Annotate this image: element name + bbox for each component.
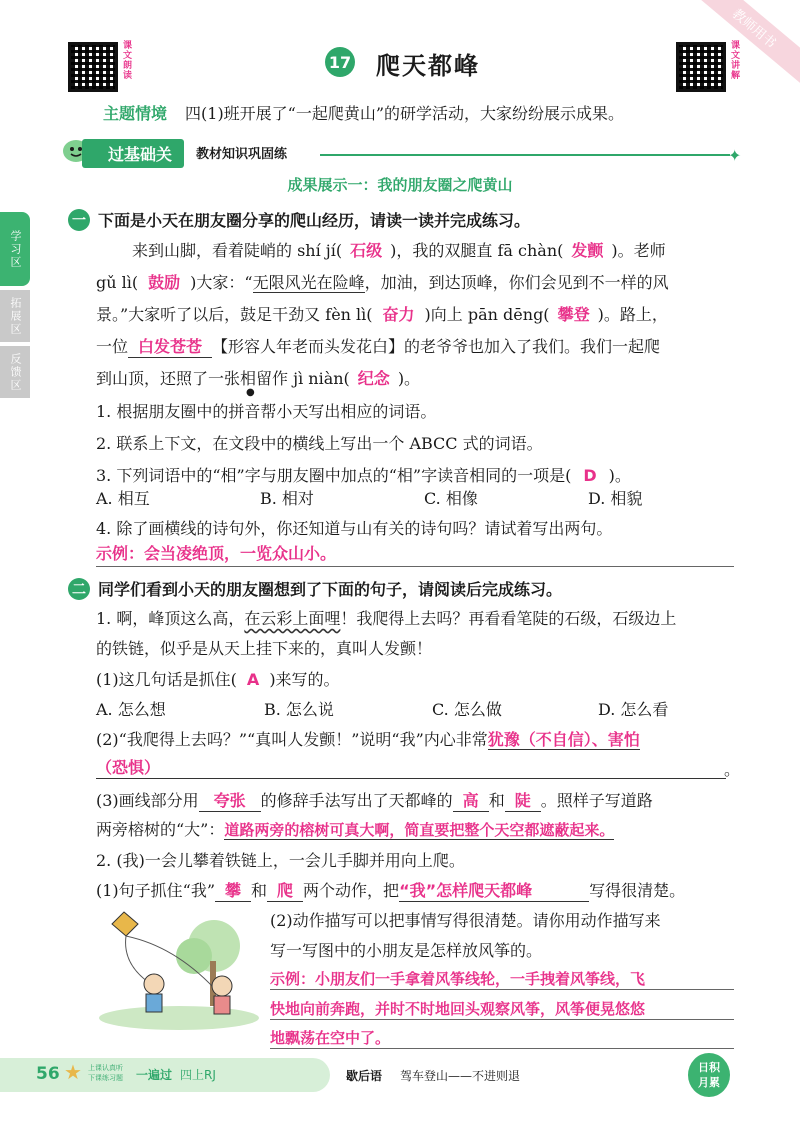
part2-heading: 同学们看到小天的朋友圈想到了下面的句子，请阅读后完成练习。 <box>98 580 563 599</box>
part1-number: 一 <box>68 209 90 231</box>
answer-baifa: 白发苍苍 <box>128 334 212 358</box>
grade-label: 四上RJ <box>180 1068 216 1082</box>
part2-s2-q2-line2: 写一写图中的小朋友是怎样放风筝的。 <box>270 941 543 960</box>
dotted-char: 相 ● <box>240 369 257 398</box>
part2-number: 二 <box>68 578 90 600</box>
star-icon: ✦ <box>728 146 742 165</box>
answer-part2-q2-a: 犹豫（不自信）、害怕 <box>487 730 640 749</box>
lesson-number-badge: 17 <box>325 47 355 77</box>
part2-q2-line2 <box>96 755 726 779</box>
option-a[interactable]: A. 怎么想 <box>96 700 166 719</box>
part1-q2: 2. 联系上下文，在文段中的横线上写出一个 ABCC 式的词语。 <box>96 434 543 453</box>
answer-fenli: 奋力 <box>382 305 415 324</box>
option-d[interactable]: D. 相貌 <box>588 489 643 508</box>
section-bar-label: 过基础关 <box>82 139 184 168</box>
answer-fachan: 发颤 <box>571 241 604 260</box>
option-a[interactable]: A. 相互 <box>96 489 150 508</box>
part2-s2-q2-line1: (2)动作描写可以把事情写得很清楚。请你用动作描写来 <box>270 911 661 930</box>
side-tab-feedback[interactable]: 反馈区 <box>0 346 30 398</box>
proverb-label: 歇后语 <box>346 1069 383 1083</box>
corner-tag: 教师用书 <box>689 0 800 86</box>
emphasis-dot: ● <box>246 387 255 398</box>
page-number: 56 <box>36 1064 60 1084</box>
part1-heading: 下面是小天在朋友圈分享的爬山经历，请读一读并完成练习。 <box>98 211 531 230</box>
qr-code-lecture[interactable] <box>676 42 726 92</box>
passage-line-1: 来到山脚，看着陡峭的 shí jí( 石级 )，我的双腿直 fā chàn( 发颤 )。老师 <box>132 241 666 260</box>
answer-guli: 鼓励 <box>148 273 181 292</box>
answer-kite-1: 示例：小朋友们一手拿着风筝线轮，一手拽着风筝线，飞 <box>270 968 734 990</box>
option-b[interactable]: B. 相对 <box>260 489 314 508</box>
passage-line-3: 景。”大家听了以后，鼓足干劲又 fèn lì( 奋力 )向上 pān dēng( 攀登 )。路上， <box>96 305 668 324</box>
theme-row <box>103 101 624 124</box>
daily-badge: 日积 月累 <box>688 1053 730 1097</box>
part2-q3: (3)画线部分用 夸张 的修辞手法写出了天都峰的 高 和 陡 。照样子写道路 <box>96 788 653 812</box>
part2-s2-q1: (1)句子抓住“我” 攀 和 爬 两个动作，把“我”怎样爬天都峰 写得很清楚。 <box>96 878 685 902</box>
section-divider <box>320 154 730 156</box>
underlined-poem: 无限风光在险峰 <box>252 273 365 292</box>
option-d[interactable]: D. 怎么看 <box>598 700 669 719</box>
star-logo-icon: ★ <box>64 1060 82 1084</box>
side-tab-study[interactable]: 学习区 <box>0 212 30 286</box>
part2-q1: (1)这几句话是抓住( A )来写的。 <box>96 670 340 689</box>
part2-q2-end: 。 <box>724 760 741 779</box>
answer-how-climb: “我”怎样爬天都峰 <box>399 878 589 902</box>
part2-q3-line2: 两旁榕树的“大”：道路两旁的榕树可真大啊，简直要把整个天空都遮蔽起来。 <box>96 820 615 839</box>
showcase-title: 成果展示一：我的朋友圈之爬黄山 <box>287 176 513 194</box>
answer-kuazhang: 夸张 <box>199 788 261 812</box>
part2-q2: (2)“我爬得上去吗？”“真叫人发颤！”说明“我”内心非常犹豫（不自信）、害怕 <box>96 730 640 749</box>
part2-sentence1-line2: 的铁链，似乎是从天上挂下来的，真叫人发颤！ <box>96 639 433 658</box>
answer-part2-q1: A <box>246 670 260 689</box>
answer-pa: 爬 <box>267 878 303 902</box>
option-c[interactable]: C. 相像 <box>424 489 478 508</box>
answer-dou: 陡 <box>505 788 541 812</box>
option-c[interactable]: C. 怎么做 <box>432 700 502 719</box>
qr-left-label: 课文朗读 <box>121 40 131 80</box>
part2-sentence1-line1: 1. 啊，峰顶这么高，在云彩上面哩！我爬得上去吗？再看看笔陡的石级，石级边上 <box>96 609 677 628</box>
answer-pandeng: 攀登 <box>557 305 590 324</box>
theme-label: 主题情境 <box>103 104 168 123</box>
answer-jinian: 纪念 <box>357 369 390 388</box>
part1-q1: 1. 根据朋友圈中的拼音帮小天写出相应的词语。 <box>96 402 437 421</box>
answer-gao: 高 <box>453 788 489 812</box>
passage-line-2: gǔ lì( 鼓励 )大家：“无限风光在险峰，加油，到达顶峰，你们会见到不一样的风 <box>96 273 669 292</box>
part1-q3: 3. 下列词语中的“相”字与朋友圈中加点的“相”字读音相同的一项是( D )。 <box>96 466 631 485</box>
answer-kite-2: 快地向前奔跑，并时不时地回头观察风筝，风筝便晃悠悠 <box>270 998 734 1020</box>
option-b[interactable]: B. 怎么说 <box>264 700 334 719</box>
page-title: 爬天都峰 <box>376 52 480 80</box>
answer-kite-3: 地飘荡在空中了。 <box>270 1027 734 1049</box>
answer-q4: 示例：会当凌绝顶，一览众山小。 <box>96 541 734 567</box>
theme-text: 四(1)班开展了“一起爬黄山”的研学活动，大家纷纷展示成果。 <box>185 104 625 123</box>
qr-code-reading[interactable] <box>68 42 118 92</box>
qr-right-label: 课文讲解 <box>729 40 739 80</box>
brand-slogan: 上课认真听 下课练习题 <box>88 1064 123 1082</box>
kite-illustration <box>94 906 264 1032</box>
answer-banyan: 道路两旁的榕树可真大啊，简直要把整个天空都遮蔽起来。 <box>224 821 615 839</box>
wavy-phrase: 在云彩上面哩 <box>244 609 341 628</box>
answer-pan: 攀 <box>215 878 251 902</box>
answer-q3: D <box>583 466 597 485</box>
answer-part2-q2-b: （恐惧） <box>96 758 161 777</box>
passage-line-4: 一位 白发苍苍 【形容人年老而头发花白】的老爷爷也加入了我们。我们一起爬 <box>96 334 660 358</box>
proverb-text: 驾车登山——不进则退 <box>400 1069 521 1083</box>
part2-sentence2: 2. (我)一会儿攀着铁链上，一会儿手脚并用向上爬。 <box>96 851 465 870</box>
section-bar-subtitle: 教材知识巩固练 <box>196 147 288 162</box>
brand-name: 一遍过 <box>136 1068 173 1082</box>
answer-shiji: 石级 <box>350 241 383 260</box>
side-tab-extend[interactable]: 拓展区 <box>0 290 30 342</box>
part1-q4: 4. 除了画横线的诗句外，你还知道与山有关的诗句吗？请试着写出两句。 <box>96 519 613 538</box>
passage-line-5: 到山顶，还照了一张相 ● 留作 jì niàn( 纪念 )。 <box>96 369 421 398</box>
